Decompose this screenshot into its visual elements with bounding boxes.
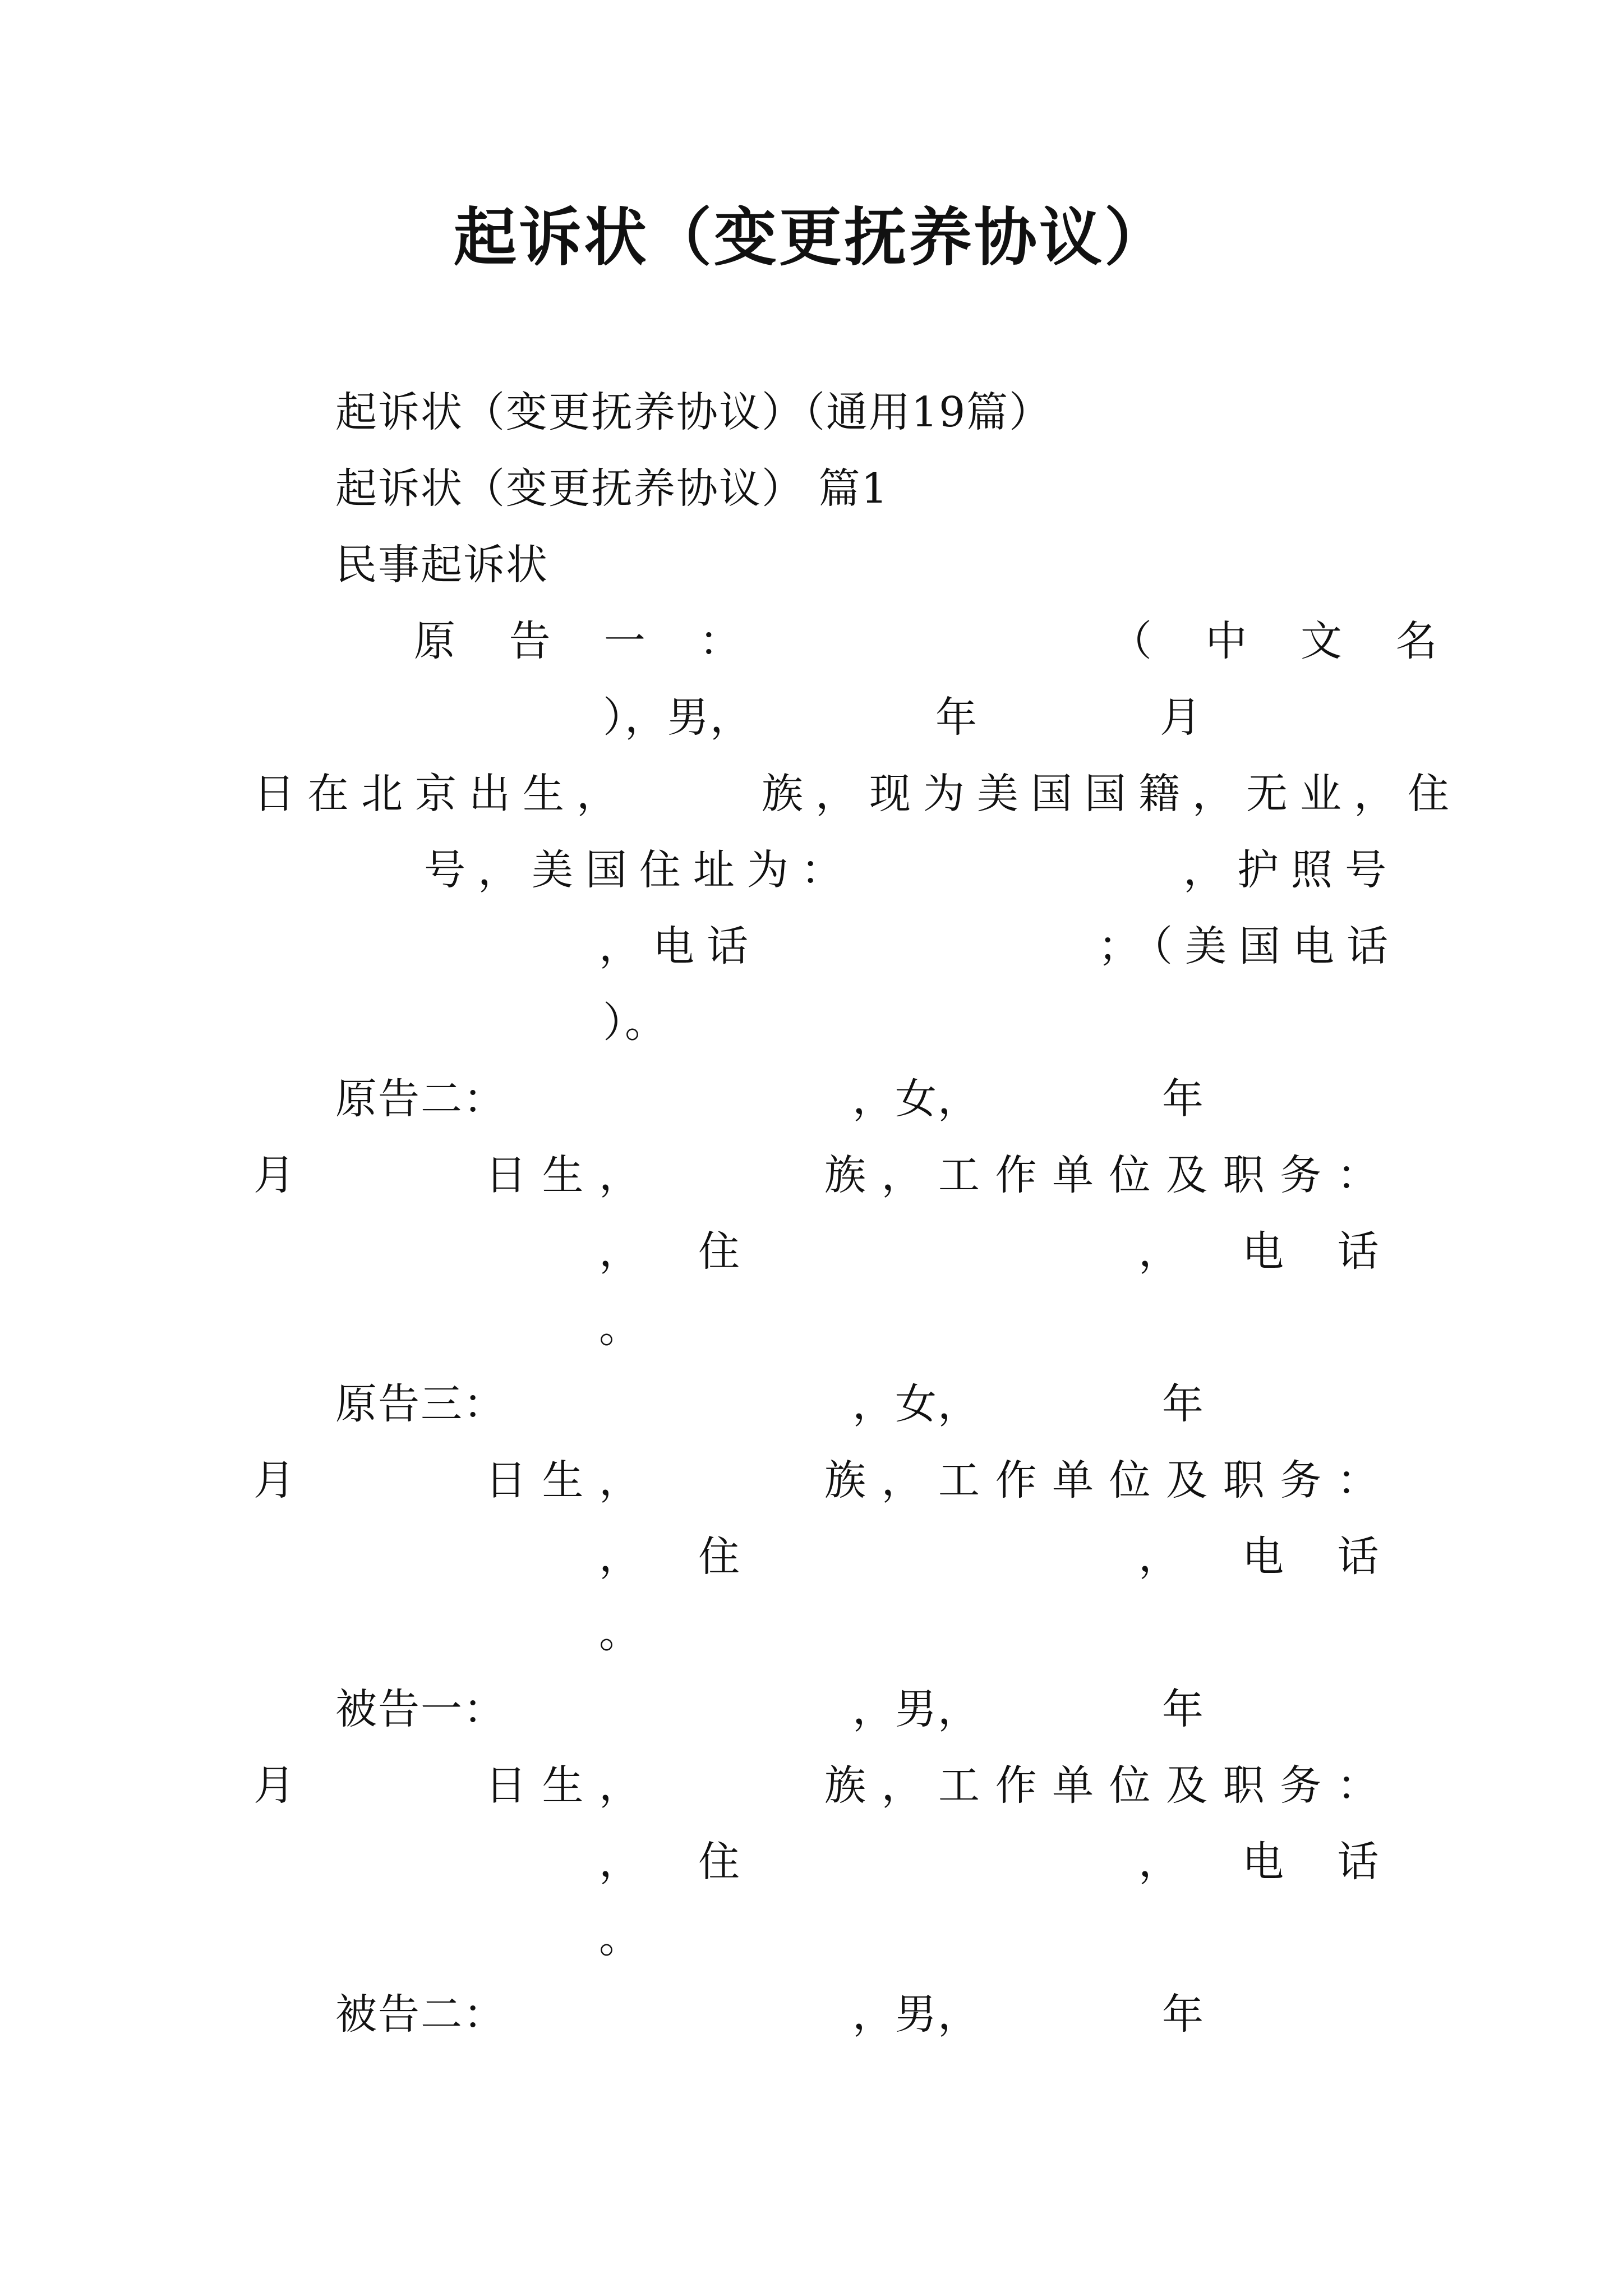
section-heading: 起诉状（变更抚养协议） 篇1 <box>335 464 889 513</box>
defendant2-gender: ，男， <box>852 1990 980 2039</box>
plaintiff1-month: 月 <box>1160 693 1202 742</box>
plaintiff2-label: 原告二： <box>335 1075 506 1123</box>
defendant1-phone: 电 话 <box>1242 1838 1399 1886</box>
defendant1-year: 年 <box>1162 1685 1205 1733</box>
doc-type: 民事起诉状 <box>335 541 548 589</box>
plaintiff1-nationality: 族，现为美国国籍，无业，住 <box>762 770 1461 818</box>
defendant1-work: 族 ， 工 作 单 位 及 职 务 ： <box>824 1761 1380 1810</box>
plaintiff2-work: 族 ， 工 作 单 位 及 职 务 ： <box>824 1151 1380 1199</box>
plaintiff3-residence: 住 <box>698 1533 741 1581</box>
plaintiff2-residence: 住 <box>698 1227 741 1276</box>
defendant1-period: 。 <box>599 1914 642 1962</box>
defendant1-label: 被告一： <box>335 1685 506 1733</box>
plaintiff1-passport: ，护照号 <box>1183 846 1399 894</box>
plaintiff3-year: 年 <box>1162 1380 1205 1428</box>
plaintiff2-month: 月 <box>253 1151 296 1199</box>
plaintiff3-born: 日 生 ， <box>485 1456 642 1504</box>
plaintiff3-comma: ， <box>599 1533 642 1581</box>
plaintiff2-year: 年 <box>1162 1075 1205 1123</box>
plaintiff2-period: 。 <box>599 1304 642 1352</box>
plaintiff1-us-phone: ；（美国电话 <box>1098 922 1400 970</box>
plaintiff1-us-address-label: 号，美国住址为： <box>424 846 855 894</box>
plaintiff2-phone: 电 话 <box>1242 1227 1399 1276</box>
plaintiff3-label: 原告三： <box>335 1380 506 1428</box>
plaintiff1-close: ）。 <box>603 999 667 1047</box>
plaintiff3-comma2: ， <box>1138 1533 1181 1581</box>
plaintiff3-work: 族 ， 工 作 单 位 及 职 务 ： <box>824 1456 1380 1504</box>
plaintiff1-chinese-name: （ 中 文 名 <box>1110 617 1458 665</box>
plaintiff3-month: 月 <box>253 1456 296 1504</box>
plaintiff1-phone: ，电话 <box>599 922 760 970</box>
plaintiff1-label: 原 告 一 ： <box>414 617 761 665</box>
defendant1-month: 月 <box>253 1761 296 1810</box>
defendant1-comma: ， <box>599 1838 642 1886</box>
plaintiff2-comma: ， <box>599 1227 642 1276</box>
plaintiff2-born: 日 生 ， <box>485 1151 642 1199</box>
collection-title: 起诉状（变更抚养协议）（通用19篇） <box>335 388 1052 436</box>
defendant1-gender: ，男， <box>852 1685 980 1733</box>
defendant2-label: 被告二： <box>335 1990 506 2039</box>
plaintiff1-year: 年 <box>935 693 978 742</box>
defendant1-residence: 住 <box>698 1838 741 1886</box>
defendant2-year: 年 <box>1162 1990 1205 2039</box>
plaintiff1-gender: ），男， <box>603 693 753 742</box>
plaintiff2-gender: ，女， <box>852 1075 980 1123</box>
defendant1-comma2: ， <box>1138 1838 1181 1886</box>
plaintiff3-gender: ，女， <box>852 1380 980 1428</box>
plaintiff2-comma2: ， <box>1138 1227 1181 1276</box>
plaintiff3-phone: 电 话 <box>1242 1533 1399 1581</box>
defendant1-born: 日 生 ， <box>485 1761 642 1810</box>
document-title: 起诉状（变更抚养协议） <box>454 201 1169 274</box>
plaintiff3-period: 。 <box>599 1609 642 1657</box>
plaintiff1-birth: 日在北京出生， <box>253 770 630 818</box>
